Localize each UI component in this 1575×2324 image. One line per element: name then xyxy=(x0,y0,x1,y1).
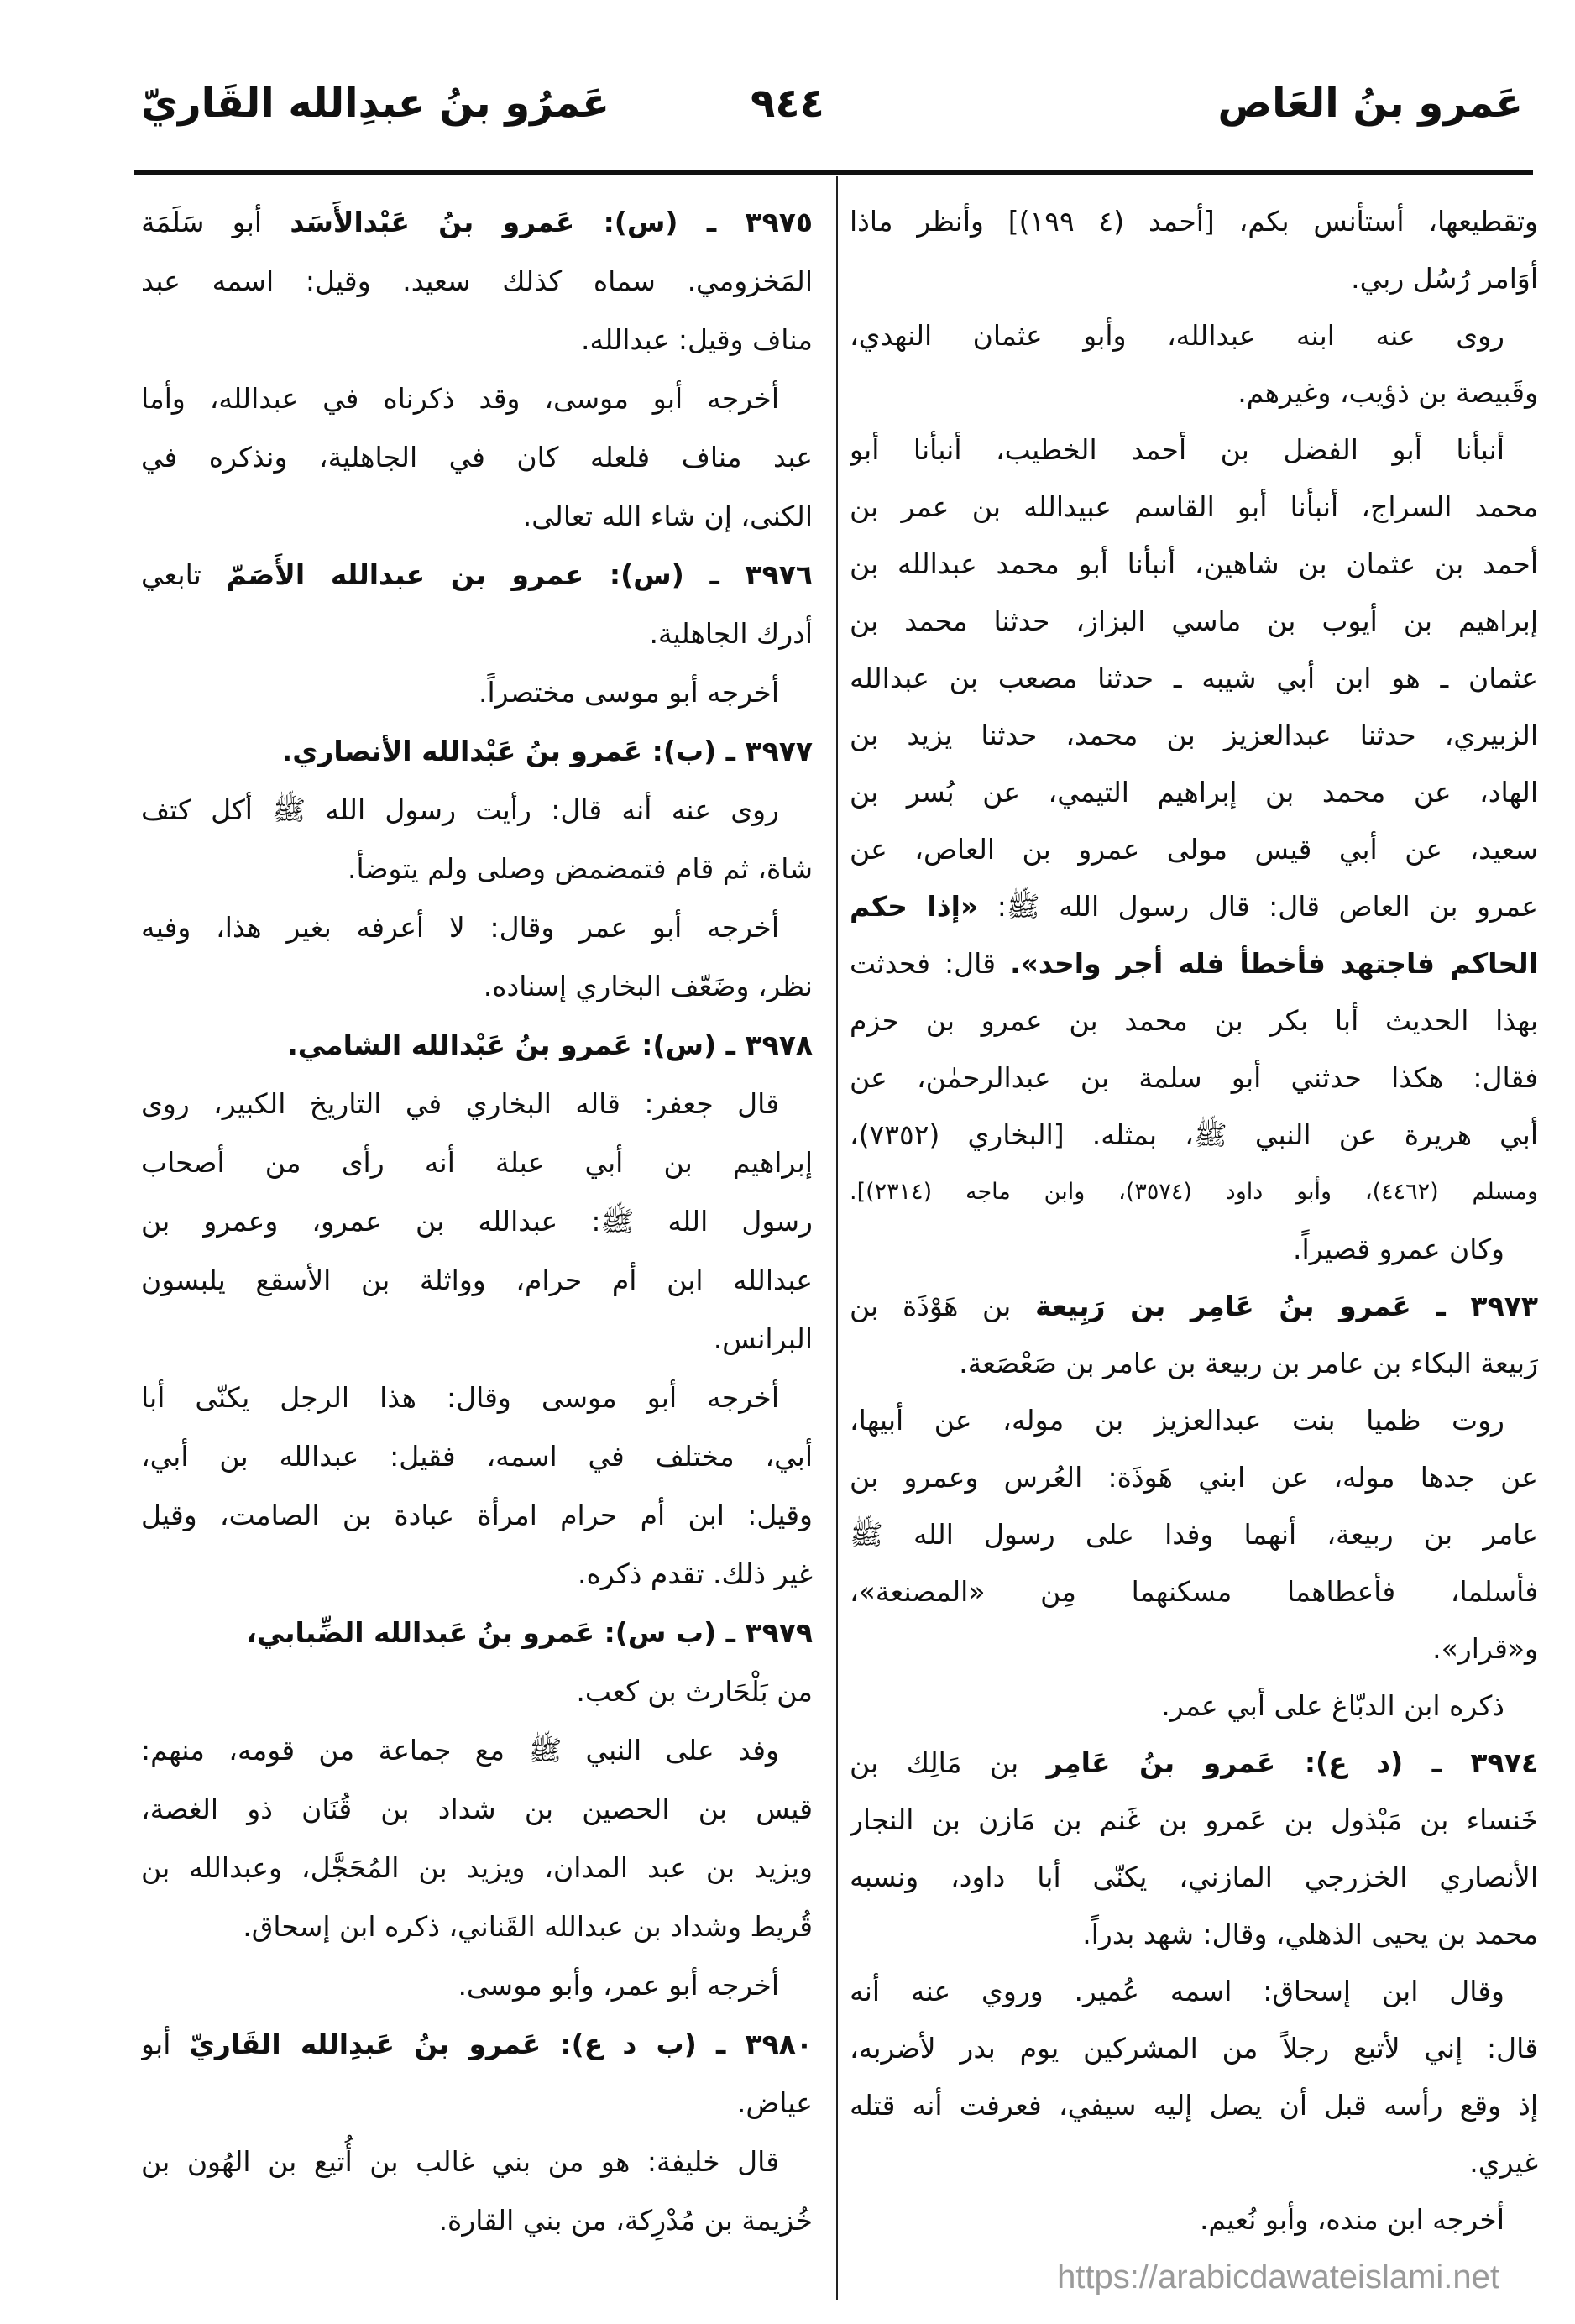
entry-heading: ٣٩٧٧ ـ (ب): عَمرو بنُ عَبْدالله الأنصاري. xyxy=(281,735,813,767)
left-column xyxy=(141,193,813,2250)
line-text: أخرجه ابن منده، وأبو نُعيم. xyxy=(1199,2203,1504,2236)
text-line xyxy=(850,1906,1538,1963)
line-text: خُزيمة بن مُدْرِكة، من بني القارة. xyxy=(438,2204,813,2237)
line-text: روى عنه أنه قال: رأيت رسول الله ﷺ أكل كتف xyxy=(141,793,779,826)
text-line xyxy=(141,2133,813,2191)
line-text: روت ظميا بنت عبدالعزيز بن موله، عن أبيها، xyxy=(850,1404,1504,1437)
line-text: سعيد، عن أبي قيس مولى عمرو بن العاص، عن xyxy=(850,833,1538,866)
text-line xyxy=(850,1049,1538,1107)
line-text: وقيل: ابن أم حرام امرأة عبادة بن الصامت، وقيل xyxy=(141,1499,813,1531)
text-line xyxy=(141,781,813,840)
text-line xyxy=(850,250,1538,307)
text-line xyxy=(850,364,1538,421)
text-line xyxy=(141,605,813,663)
text-line xyxy=(141,487,813,546)
text-line xyxy=(850,1792,1538,1849)
running-head-left: عَمرُو بنُ عبدِالله القَاريّ xyxy=(141,80,610,127)
text-line xyxy=(141,663,813,722)
text-line xyxy=(141,1251,813,1310)
line-text: مناف وقيل: عبدالله. xyxy=(581,323,813,356)
text-line xyxy=(850,1963,1538,2020)
line-text: أخرجه أبو موسى وقال: هذا الرجل يكنّى أبا xyxy=(141,1381,779,1414)
entry-heading-line xyxy=(850,935,1538,992)
entry-heading-line xyxy=(141,1016,813,1075)
entry-heading: ٣٩٧٤ ـ (د ع): عَمرو بنُ عَامِر xyxy=(1046,1746,1538,1779)
line-text: أخرجه أبو موسى مختصراً. xyxy=(478,676,779,709)
line-text: عبدالله ابن أم حرام، وواثلة بن الأسقع يلبسون xyxy=(141,1264,813,1296)
text-line xyxy=(850,2077,1538,2134)
text-line xyxy=(141,2191,813,2250)
line-text: محمد بن يحيى الذهلي، وقال: شهد بدراً. xyxy=(1082,1918,1538,1950)
text-line xyxy=(141,2074,813,2133)
line-text: أبو xyxy=(141,2028,190,2060)
text-line xyxy=(850,2134,1538,2191)
entry-heading: ٣٩٨٠ ـ (ب د ع): عَمرو بنُ عَبدِالله القَاريّ xyxy=(189,2028,813,2060)
text-line xyxy=(141,957,813,1016)
line-text: أخرجه أبو عمر وقال: لا أعرفه بغير هذا، وفيه xyxy=(141,911,779,944)
line-text: أنبأنا أبو الفضل بن أحمد الخطيب، أنبأنا أبو xyxy=(850,433,1504,466)
running-head-right: عَمرو بنُ العَاص xyxy=(1217,80,1523,127)
line-text: المَخزومي. سماه كذلك سعيد. وقيل: اسمه عبد xyxy=(141,264,813,297)
text-line xyxy=(850,878,1538,935)
text-line xyxy=(850,421,1538,479)
entry-heading: ٣٩٧٦ ـ (س): عمرو بن عبدالله الأَصَمّ xyxy=(226,558,813,591)
line-text: وقال ابن إسحاق: اسمه عُمير. وروي عنه أنه xyxy=(850,1975,1504,2007)
text-line xyxy=(141,1486,813,1545)
line-text: وقَبيصة بن ذؤيب، وغيرهم. xyxy=(1238,376,1538,409)
line-text: محمد السراج، أنبأنا أبو القاسم عبيدالله بن عمر بن xyxy=(850,490,1538,523)
text-line xyxy=(850,479,1538,536)
line-text: عياض. xyxy=(736,2086,813,2119)
text-line xyxy=(850,650,1538,707)
entry-heading: ٣٩٧٥ ـ (س): عَمرو بنُ عَبْدالأَسَد xyxy=(290,206,813,238)
line-text: ويزيد بن عبد المدان، ويزيد بن المُحَجَّل، وعبدالله بن xyxy=(141,1851,813,1884)
text-line xyxy=(141,1839,813,1897)
line-text: عثمان ـ هو ابن أبي شيبه ـ حدثنا مصعب بن عبدالله xyxy=(850,662,1538,694)
text-line xyxy=(141,898,813,957)
line-text: ذكره ابن الدبّاغ على أبي عمر. xyxy=(1161,1689,1504,1722)
entry-heading-line xyxy=(141,2015,813,2074)
line-text: أحمد بن عثمان بن شاهين، أنبأنا أبو محمد عبدالله بن xyxy=(850,547,1538,580)
text-line xyxy=(141,1780,813,1839)
line-text: رسول الله ﷺ: عبدالله بن عمرو، وعمرو بن xyxy=(141,1205,813,1238)
line-text: الكنى، إن شاء الله تعالى. xyxy=(522,500,813,532)
line-text: قال خليفة: هو من بني غالب بن أُتيع بن الهُون بن xyxy=(141,2145,779,2178)
line-text: أدرك الجاهلية. xyxy=(649,617,813,650)
line-text: الزبيري، حدثنا عبدالعزيز بن محمد، حدثنا يزيد بن xyxy=(850,719,1538,751)
line-text: نظر، وضَعّف البخاري إسناده. xyxy=(483,970,813,1002)
text-line xyxy=(850,593,1538,650)
text-line xyxy=(141,1310,813,1369)
line-text: رَبيعة البكاء بن عامر بن ربيعة بن عامر بن صَعْصَعة. xyxy=(959,1347,1538,1379)
line-text: تابعي xyxy=(141,558,227,591)
text-line xyxy=(850,1620,1538,1678)
text-line xyxy=(850,1849,1538,1906)
text-line xyxy=(141,1427,813,1486)
line-text: بن مَالِك بن xyxy=(850,1746,1047,1779)
line-text: أبي هريرة عن النبي ﷺ، بمثله. [البخاري (٧٣٥٢)، xyxy=(850,1118,1538,1151)
text-line xyxy=(141,1192,813,1251)
line-text: غيري. xyxy=(1469,2146,1538,2179)
line-text: وفد على النبي ﷺ مع جماعة من قومه، منهم: xyxy=(141,1734,779,1767)
text-line xyxy=(850,1678,1538,1735)
line-text: من بَلْحَارث بن كعب. xyxy=(576,1675,813,1708)
line-text: فقال: هكذا حدثني أبو سلمة بن عبدالرحمٰن، عن xyxy=(850,1061,1538,1094)
line-text: قال: فحدثت xyxy=(850,947,1011,980)
line-text: أخرجه أبو عمر، وأبو موسى. xyxy=(458,1969,779,2002)
entry-heading-line xyxy=(850,1278,1538,1335)
text-line xyxy=(850,2191,1538,2248)
text-line xyxy=(141,1133,813,1192)
hadith-text: «إذا حكم xyxy=(850,890,979,923)
entry-heading: ٣٩٧٣ ـ عَمرو بنُ عَامِر بن رَبِيعة xyxy=(1034,1290,1538,1322)
text-line xyxy=(141,428,813,487)
text-line xyxy=(850,536,1538,593)
entry-heading-line xyxy=(850,1735,1538,1792)
text-line xyxy=(141,1545,813,1604)
line-text: قال: إني لأتبع رجلاً من المشركين يوم بدر لأضربه، xyxy=(850,2032,1538,2065)
line-text: شاة، ثم قام فتمضمض وصلى ولم يتوضأ. xyxy=(347,852,813,885)
line-text: البرانس. xyxy=(713,1322,813,1355)
text-line xyxy=(141,1956,813,2015)
text-line xyxy=(141,1897,813,1956)
line-text: قال جعفر: قاله البخاري في التاريخ الكبير، روى xyxy=(141,1087,779,1120)
column-divider xyxy=(836,176,838,2300)
entry-heading: الحاكم فاجتهد فأخطأ فله أجر واحد». xyxy=(1010,947,1538,980)
line-text: إبراهيم بن أيوب بن ماسي البزاز، حدثنا محمد بن xyxy=(850,605,1538,637)
text-line xyxy=(850,307,1538,364)
text-line xyxy=(141,369,813,428)
text-line xyxy=(850,1164,1538,1221)
text-line xyxy=(850,992,1538,1049)
watermark-url: https://arabicdawateislami.net xyxy=(1057,2259,1499,2295)
text-line xyxy=(141,840,813,898)
line-text: ومسلم (٤٤٦٢)، وأبو داود (٣٥٧٤)، وابن ماجه (٢٣١٤)]. xyxy=(850,1179,1538,1205)
line-text: و«قرار». xyxy=(1432,1632,1538,1665)
line-text: عن جدها موله، عن ابني هَوذَة: العُرس وعمرو بن xyxy=(850,1461,1538,1494)
line-text: خَنساء بن مَبْذول بن عَمرو بن غَنم بن مَازن بن النجار xyxy=(850,1803,1538,1836)
line-text: روى عنه ابنه عبدالله، وأبو عثمان النهدي، xyxy=(850,319,1504,352)
entry-heading-line xyxy=(141,193,813,252)
entry-heading: ٣٩٧٨ ـ (س): عَمرو بنُ عَبْدالله الشامي. xyxy=(287,1029,813,1061)
text-line xyxy=(850,2020,1538,2077)
line-text: وكان عمرو قصيراً. xyxy=(1292,1233,1504,1265)
line-text: أوَامر رُسُل ربي. xyxy=(1351,262,1538,295)
text-line xyxy=(850,707,1538,764)
line-text: عبد مناف فلعله كان في الجاهلية، ونذكره في xyxy=(141,441,813,474)
line-text: عمرو بن العاص قال: قال رسول الله ﷺ: xyxy=(978,890,1538,923)
entry-heading: ٣٩٧٩ ـ (ب س): عَمرو بنُ عَبدالله الضِّبابي، xyxy=(246,1616,813,1649)
text-line xyxy=(141,311,813,369)
text-line xyxy=(850,1449,1538,1506)
text-line xyxy=(141,1662,813,1721)
right-column xyxy=(850,193,1538,2248)
text-line xyxy=(850,821,1538,878)
text-line xyxy=(141,1369,813,1427)
line-text: بهذا الحديث أبا بكر بن محمد بن عمرو بن حزم xyxy=(850,1004,1538,1037)
line-text: أبو سَلَمَة xyxy=(141,206,290,238)
text-line xyxy=(850,764,1538,821)
line-text: قيس بن الحصين بن شداد بن قُنَان ذو الغصة، xyxy=(141,1793,813,1825)
line-text: الهاد، عن محمد بن إبراهيم التيمي، عن بُسر بن xyxy=(850,776,1538,809)
text-line xyxy=(141,252,813,311)
page-number: ٩٤٤ xyxy=(751,80,824,127)
line-text: غير ذلك. تقدم ذكره. xyxy=(578,1557,813,1590)
line-text: إذ وقع رأسه قبل أن يصل إليه سيفي، فعرفت أنه قتله xyxy=(850,2089,1538,2122)
text-line xyxy=(141,1721,813,1780)
entry-heading-line xyxy=(141,1604,813,1662)
text-line xyxy=(141,1075,813,1133)
line-text: عامر بن ربيعة، أنهما وفدا على رسول الله ﷺ xyxy=(850,1518,1538,1551)
line-text: وتقطيعها، أستأنس بكم، [أحمد (٤ ١٩٩)] وأنظر ماذا xyxy=(850,205,1538,238)
text-line xyxy=(850,1221,1538,1278)
line-text: فأسلما، فأعطاهما مسكنهما مِن «المصنعة»، xyxy=(850,1575,1538,1608)
text-line xyxy=(850,1392,1538,1449)
line-text: إبراهيم بن أبي عبلة أنه رأى من أصحاب xyxy=(141,1146,813,1179)
entry-heading-line xyxy=(141,546,813,605)
line-text: قُريط وشداد بن عبدالله القَناني، ذكره ابن إسحاق. xyxy=(243,1910,813,1943)
line-text: الأنصاري الخزرجي المازني، يكنّى أبا داود، ونسبه xyxy=(850,1861,1538,1893)
entry-heading-line xyxy=(141,722,813,781)
text-line xyxy=(850,1506,1538,1563)
line-text: بن هَوْذَة بن xyxy=(850,1290,1035,1322)
text-line xyxy=(850,1107,1538,1164)
line-text: أبي، مختلف في اسمه، فقيل: عبدالله بن أبي، xyxy=(141,1440,813,1473)
line-text: أخرجه أبو موسى، وقد ذكرناه في عبدالله، وأما xyxy=(141,382,779,415)
header-rule xyxy=(134,170,1533,175)
text-line xyxy=(850,1335,1538,1392)
text-line xyxy=(850,193,1538,250)
text-line xyxy=(850,1563,1538,1620)
